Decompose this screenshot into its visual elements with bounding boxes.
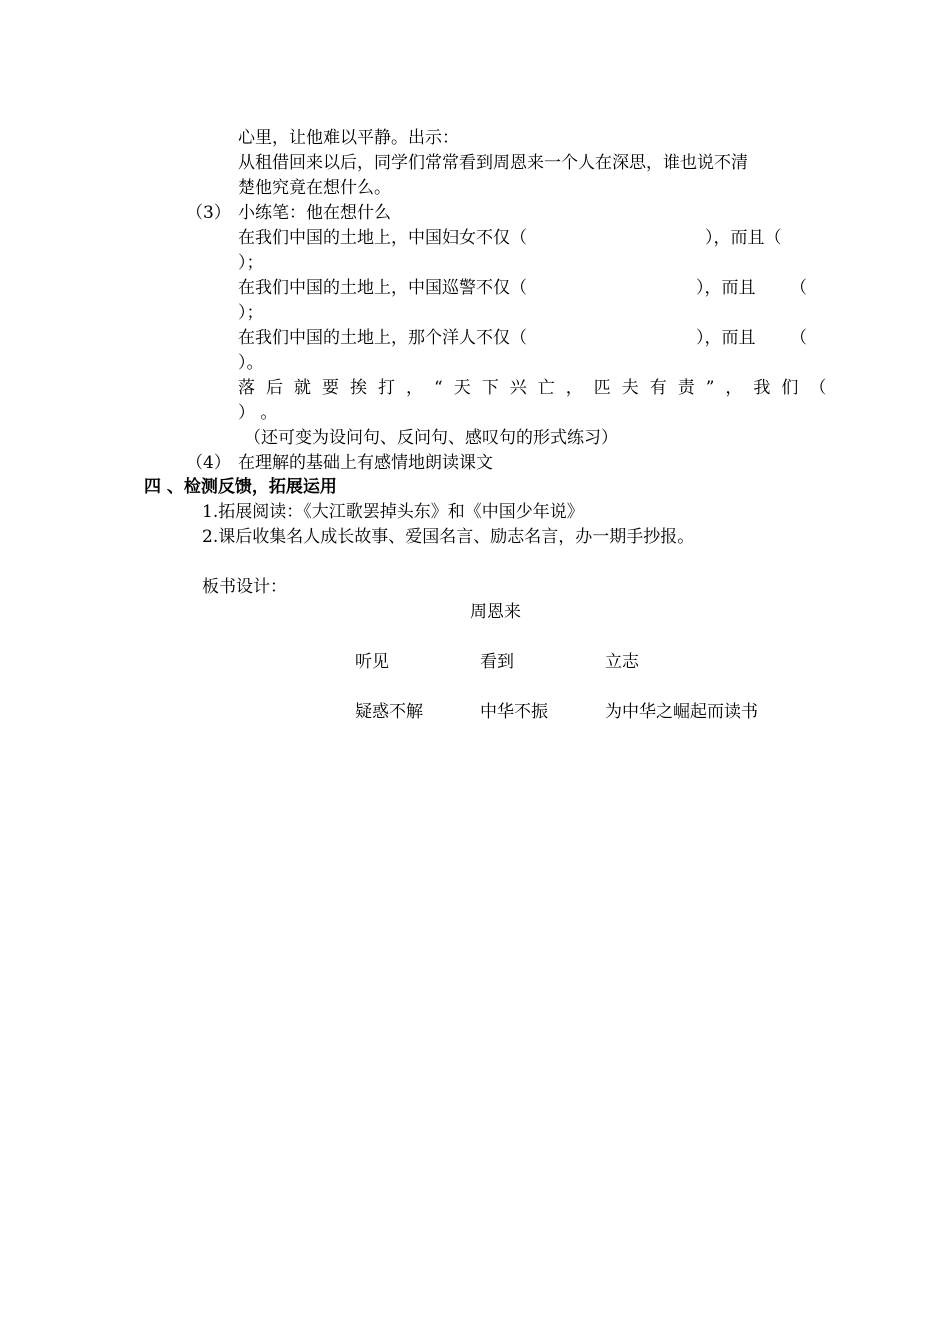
exercise3-start: 在我们中国的土地上，那个洋人不仅（: [238, 328, 527, 348]
exercise2-middle: ），而且: [696, 278, 756, 298]
exercise3-middle: ），而且: [696, 328, 756, 348]
exercise3-end: ）。: [238, 353, 264, 373]
item4-title: 在理解的基础上有感情地朗读课文: [238, 453, 493, 473]
exercise2-start: 在我们中国的土地上，中国巡警不仅（: [238, 278, 527, 298]
quote-line-1: 从租借回来以后，同学们常常看到周恩来一个人在深思，谁也说不清: [238, 153, 748, 173]
board-row1-saw: 看到: [480, 652, 514, 672]
exercise4-start: 落后就要挨打，“天下兴亡，匹夫有责”，我们（: [238, 378, 838, 398]
quote-line-2: 楚他究竟在想什么。: [238, 178, 391, 198]
board-row2-study-for-china: 为中华之崛起而读书: [605, 702, 758, 722]
board-row2-china-weak: 中华不振: [480, 702, 548, 722]
intro-line: 心里，让他难以平静。出示：: [238, 128, 459, 148]
exercise3-paren: （: [790, 328, 807, 348]
section4-item-1: 1.拓展阅读：《大江歌罢掉头东》和《中国少年说》: [202, 502, 584, 522]
board-title: 周恩来: [470, 602, 521, 622]
item3-title: 小练笔：他在想什么: [238, 203, 391, 223]
exercise4-end: ） 。: [238, 403, 278, 423]
item3-number: （3）: [186, 203, 231, 223]
exercise1-start: 在我们中国的土地上，中国妇女不仅（: [238, 228, 527, 248]
board-row1-heard: 听见: [355, 652, 389, 672]
exercise2-end: ）；: [238, 303, 264, 323]
board-design-label: 板书设计：: [202, 577, 287, 597]
item4-number: （4）: [186, 453, 231, 473]
exercise2-paren: （: [790, 278, 807, 298]
board-row1-resolve: 立志: [605, 652, 639, 672]
practice-note: （还可变为设问句、反问句、感叹句的形式练习）: [244, 428, 618, 448]
section4-item-2: 2.课后收集名人成长故事、爱国名言、励志名言，办一期手抄报。: [202, 527, 695, 547]
exercise1-end: ）；: [238, 253, 264, 273]
section4-heading: 四 、检测反馈，拓展运用: [144, 477, 337, 497]
exercise1-middle: ），而且（: [705, 228, 782, 248]
board-row2-puzzled: 疑惑不解: [355, 702, 423, 722]
